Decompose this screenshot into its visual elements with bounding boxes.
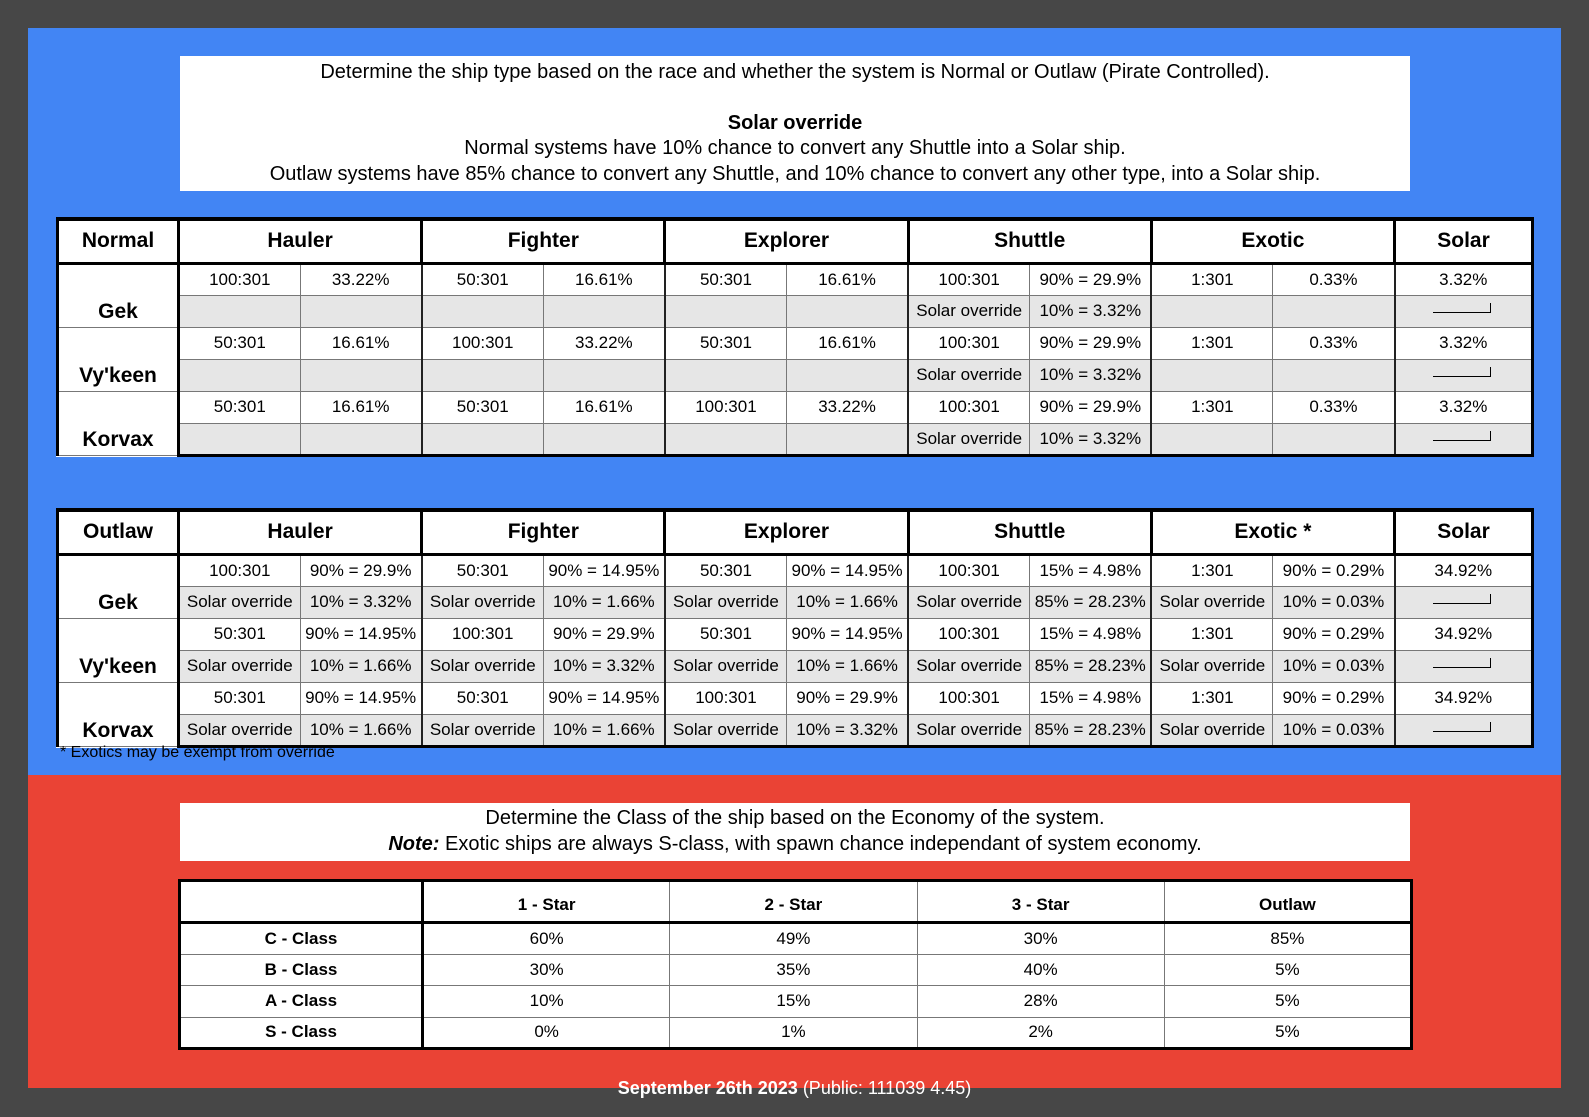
cell-value: 50:301 xyxy=(665,327,787,359)
table-row-override xyxy=(58,423,1533,455)
table-row xyxy=(58,263,1533,295)
outlaw-header-fighter: Fighter xyxy=(422,510,665,554)
cell-value: 90% = 0.29% xyxy=(1273,682,1395,714)
solar-override-label: Solar override xyxy=(1151,714,1273,746)
cell-value xyxy=(300,423,422,455)
class-chance: 15% xyxy=(670,986,917,1018)
normal-header-solar: Solar xyxy=(1395,219,1533,263)
cell-value: 10% = 0.03% xyxy=(1273,714,1395,746)
cell-value xyxy=(787,423,909,455)
class-label: B - Class xyxy=(180,954,423,986)
exotic-footnote: * Exotics may be exempt from override xyxy=(60,744,335,761)
solar-override-normal-text: Normal systems have 10% chance to convert any Shuttle into a Solar ship. xyxy=(464,137,1126,159)
cell-value: 15% = 4.98% xyxy=(1030,618,1152,650)
cell-value: 50:301 xyxy=(665,618,787,650)
class-label: S - Class xyxy=(180,1017,423,1049)
cell-value: 90% = 14.95% xyxy=(300,682,422,714)
cell-value xyxy=(1151,295,1273,327)
cell-value: 1:301 xyxy=(1151,391,1273,423)
class-chance: 0% xyxy=(423,1017,670,1049)
cell-value xyxy=(665,423,787,455)
footer-date: September 26th 2023 xyxy=(617,1078,798,1098)
cell-value: 10% = 1.66% xyxy=(300,650,422,682)
class-chance: 30% xyxy=(423,954,670,986)
solar-arrow-cell xyxy=(1395,714,1533,746)
cell-value: 10% = 3.32% xyxy=(787,714,909,746)
table-row-override xyxy=(58,295,1533,327)
cell-value: 34.92% xyxy=(1395,682,1533,714)
corner-arrow-icon xyxy=(1433,367,1491,377)
cell-value: 10% = 3.32% xyxy=(543,650,665,682)
cell-value: 33.22% xyxy=(543,327,665,359)
class-chance: 60% xyxy=(423,923,670,955)
class-chance: 5% xyxy=(1164,986,1411,1018)
cell-value: 50:301 xyxy=(665,554,787,586)
cell-value: 16.61% xyxy=(300,391,422,423)
cell-value: 16.61% xyxy=(543,263,665,295)
corner-arrow-icon xyxy=(1433,594,1491,604)
cell-value: 90% = 29.9% xyxy=(543,618,665,650)
cell-value: 85% = 28.23% xyxy=(1030,586,1152,618)
cell-value: 85% = 28.23% xyxy=(1030,714,1152,746)
table-row xyxy=(58,327,1533,359)
note-label: Note: xyxy=(388,832,440,855)
cell-value xyxy=(422,423,544,455)
economy-header: 1 - Star xyxy=(423,881,670,923)
cell-value: 90% = 14.95% xyxy=(787,554,909,586)
solar-override-label: Solar override xyxy=(422,650,544,682)
cell-value xyxy=(1273,359,1395,391)
cell-value xyxy=(543,359,665,391)
cell-value: 0.33% xyxy=(1273,327,1395,359)
cell-value: 50:301 xyxy=(422,391,544,423)
race-label: Gek xyxy=(58,554,179,618)
corner-arrow-icon xyxy=(1433,722,1491,732)
cell-value: 10% = 0.03% xyxy=(1273,586,1395,618)
cell-value: 100:301 xyxy=(908,391,1030,423)
cell-value xyxy=(300,359,422,391)
cell-value xyxy=(179,423,301,455)
cell-value xyxy=(543,423,665,455)
economy-header: 3 - Star xyxy=(917,881,1164,923)
race-label: Korvax xyxy=(58,391,179,455)
cell-value: 90% = 0.29% xyxy=(1273,618,1395,650)
normal-header-fighter: Fighter xyxy=(422,219,665,263)
outlaw-header-outlaw: Outlaw xyxy=(58,510,179,554)
solar-override-label: Solar override xyxy=(422,586,544,618)
table-row-override xyxy=(58,359,1533,391)
table-row xyxy=(180,954,1412,986)
normal-systems-table xyxy=(56,217,1534,457)
class-chance: 85% xyxy=(1164,923,1411,955)
cell-value: 90% = 14.95% xyxy=(543,554,665,586)
cell-value: 90% = 29.9% xyxy=(1030,327,1152,359)
race-label: Vy'keen xyxy=(58,618,179,682)
solar-override-label: Solar override xyxy=(665,586,787,618)
cell-value: 90% = 14.95% xyxy=(543,682,665,714)
solar-override-label: Solar override xyxy=(908,650,1030,682)
cell-value: 1:301 xyxy=(1151,327,1273,359)
table-row xyxy=(58,391,1533,423)
ship-type-instructions xyxy=(180,56,1410,191)
normal-header-normal: Normal xyxy=(58,219,179,263)
solar-arrow-cell xyxy=(1395,650,1533,682)
cell-value xyxy=(1273,423,1395,455)
cell-value: 33.22% xyxy=(300,263,422,295)
table-row xyxy=(180,1017,1412,1049)
cell-value: 100:301 xyxy=(665,391,787,423)
cell-value: 90% = 29.9% xyxy=(1030,391,1152,423)
corner-arrow-icon xyxy=(1433,431,1491,441)
cell-value xyxy=(543,295,665,327)
cell-value xyxy=(179,295,301,327)
solar-override-label: Solar override xyxy=(179,650,301,682)
cell-value: 100:301 xyxy=(908,327,1030,359)
cell-value: 10% = 1.66% xyxy=(787,650,909,682)
version-footer xyxy=(0,1078,1589,1099)
cell-value xyxy=(422,295,544,327)
cell-value: 50:301 xyxy=(179,618,301,650)
solar-arrow-cell xyxy=(1395,586,1533,618)
note-text: Exotic ships are always S-class, with spawn chance independant of system economy. xyxy=(439,832,1202,855)
cell-value: 85% = 28.23% xyxy=(1030,650,1152,682)
outlaw-header-explorer: Explorer xyxy=(665,510,908,554)
cell-value: 16.61% xyxy=(300,327,422,359)
cell-value xyxy=(1151,423,1273,455)
normal-header-hauler: Hauler xyxy=(179,219,422,263)
table-row-override xyxy=(58,586,1533,618)
solar-override-label: Solar override xyxy=(179,586,301,618)
class-chance: 5% xyxy=(1164,1017,1411,1049)
table-row xyxy=(58,554,1533,586)
economy-header: Outlaw xyxy=(1164,881,1411,923)
solar-override-label: Solar override xyxy=(1151,586,1273,618)
cell-value: 100:301 xyxy=(908,682,1030,714)
economy-header: 2 - Star xyxy=(670,881,917,923)
table-row xyxy=(180,986,1412,1018)
class-corner-header xyxy=(180,881,423,923)
cell-value xyxy=(787,359,909,391)
cell-value: 90% = 14.95% xyxy=(787,618,909,650)
cell-value: 50:301 xyxy=(179,391,301,423)
cell-value: 100:301 xyxy=(908,618,1030,650)
class-chance: 2% xyxy=(917,1017,1164,1049)
cell-value xyxy=(665,295,787,327)
cell-value: 50:301 xyxy=(179,682,301,714)
solar-override-label: Solar override xyxy=(1151,650,1273,682)
cell-value: 0.33% xyxy=(1273,263,1395,295)
cell-value: 100:301 xyxy=(422,618,544,650)
solar-override-title: Solar override xyxy=(727,111,863,134)
cell-value: 34.92% xyxy=(1395,618,1533,650)
cell-value: 10% = 1.66% xyxy=(543,714,665,746)
cell-value xyxy=(665,359,787,391)
cell-value: 15% = 4.98% xyxy=(1030,682,1152,714)
normal-header-explorer: Explorer xyxy=(665,219,908,263)
ship-class-table xyxy=(178,879,1413,1050)
ship-class-instructions xyxy=(180,803,1410,861)
class-instructions-line: Determine the Class of the ship based on the Economy of the system. xyxy=(485,807,1105,829)
outlaw-systems-table xyxy=(56,508,1534,748)
cell-value: 15% = 4.98% xyxy=(1030,554,1152,586)
cell-value: 10% = 1.66% xyxy=(787,586,909,618)
race-label: Vy'keen xyxy=(58,327,179,391)
cell-value: 16.61% xyxy=(543,391,665,423)
outlaw-header-exotic: Exotic * xyxy=(1151,510,1394,554)
cell-value: 1:301 xyxy=(1151,263,1273,295)
cell-value xyxy=(300,295,422,327)
cell-value: 34.92% xyxy=(1395,554,1533,586)
cell-value: 10% = 1.66% xyxy=(300,714,422,746)
cell-value: 90% = 0.29% xyxy=(1273,554,1395,586)
class-chance: 28% xyxy=(917,986,1164,1018)
solar-override-label: Solar override xyxy=(908,586,1030,618)
class-chance: 30% xyxy=(917,923,1164,955)
cell-value: 100:301 xyxy=(665,682,787,714)
cell-value: 1:301 xyxy=(1151,554,1273,586)
outlaw-header-hauler: Hauler xyxy=(179,510,422,554)
class-chance: 1% xyxy=(670,1017,917,1049)
outlaw-header-solar: Solar xyxy=(1395,510,1533,554)
cell-value: 50:301 xyxy=(665,263,787,295)
table-row xyxy=(180,923,1412,955)
cell-value: 3.32% xyxy=(1395,263,1533,295)
normal-header-shuttle: Shuttle xyxy=(908,219,1151,263)
cell-value: 90% = 29.9% xyxy=(1030,263,1152,295)
solar-arrow-cell xyxy=(1395,295,1533,327)
cell-value xyxy=(422,359,544,391)
cell-value: 1:301 xyxy=(1151,618,1273,650)
footer-version: (Public: 111039 4.45) xyxy=(797,1078,972,1098)
cell-value: 0.33% xyxy=(1273,391,1395,423)
corner-arrow-icon xyxy=(1433,658,1491,668)
class-chance: 40% xyxy=(917,954,1164,986)
cell-value: 90% = 29.9% xyxy=(300,554,422,586)
solar-override-label: Solar override xyxy=(908,359,1030,391)
solar-arrow-cell xyxy=(1395,359,1533,391)
cell-value: 50:301 xyxy=(422,263,544,295)
cell-value: 100:301 xyxy=(179,263,301,295)
cell-value: 16.61% xyxy=(787,327,909,359)
instructions-line: Determine the ship type based on the race and whether the system is Normal or Outlaw (Pirate Controlled). xyxy=(320,61,1270,83)
cell-value: 10% = 3.32% xyxy=(1030,359,1152,391)
class-chance: 5% xyxy=(1164,954,1411,986)
cell-value: 10% = 0.03% xyxy=(1273,650,1395,682)
class-chance: 35% xyxy=(670,954,917,986)
exotic-note xyxy=(180,832,1410,858)
race-label: Korvax xyxy=(58,682,179,746)
class-chance: 10% xyxy=(423,986,670,1018)
outlaw-header-shuttle: Shuttle xyxy=(908,510,1151,554)
cell-value: 90% = 14.95% xyxy=(300,618,422,650)
table-row xyxy=(58,618,1533,650)
solar-override-label: Solar override xyxy=(179,714,301,746)
table-row-override xyxy=(58,714,1533,746)
cell-value: 100:301 xyxy=(179,554,301,586)
solar-override-label: Solar override xyxy=(908,423,1030,455)
cell-value: 10% = 3.32% xyxy=(1030,423,1152,455)
corner-arrow-icon xyxy=(1433,303,1491,313)
race-label: Gek xyxy=(58,263,179,327)
cell-value xyxy=(787,295,909,327)
table-row-override xyxy=(58,650,1533,682)
cell-value: 10% = 3.32% xyxy=(300,586,422,618)
solar-arrow-cell xyxy=(1395,423,1533,455)
solar-override-label: Solar override xyxy=(422,714,544,746)
cell-value: 16.61% xyxy=(787,263,909,295)
cell-value xyxy=(179,359,301,391)
cell-value: 90% = 29.9% xyxy=(787,682,909,714)
cell-value: 10% = 1.66% xyxy=(543,586,665,618)
solar-override-label: Solar override xyxy=(908,714,1030,746)
class-label: C - Class xyxy=(180,923,423,955)
cell-value: 10% = 3.32% xyxy=(1030,295,1152,327)
solar-override-outlaw-text: Outlaw systems have 85% chance to convert any Shuttle, and 10% chance to convert any other type, into a Solar ship. xyxy=(269,162,1321,185)
table-row xyxy=(58,682,1533,714)
cell-value xyxy=(1273,295,1395,327)
solar-override-label: Solar override xyxy=(908,295,1030,327)
cell-value: 3.32% xyxy=(1395,327,1533,359)
cell-value: 100:301 xyxy=(908,263,1030,295)
solar-override-label: Solar override xyxy=(665,714,787,746)
cell-value: 50:301 xyxy=(422,682,544,714)
cell-value: 50:301 xyxy=(179,327,301,359)
class-chance: 49% xyxy=(670,923,917,955)
class-label: A - Class xyxy=(180,986,423,1018)
cell-value: 33.22% xyxy=(787,391,909,423)
cell-value: 100:301 xyxy=(908,554,1030,586)
cell-value: 100:301 xyxy=(422,327,544,359)
solar-override-label: Solar override xyxy=(665,650,787,682)
cell-value: 1:301 xyxy=(1151,682,1273,714)
normal-header-exotic: Exotic xyxy=(1151,219,1394,263)
cell-value: 50:301 xyxy=(422,554,544,586)
cell-value: 3.32% xyxy=(1395,391,1533,423)
cell-value xyxy=(1151,359,1273,391)
